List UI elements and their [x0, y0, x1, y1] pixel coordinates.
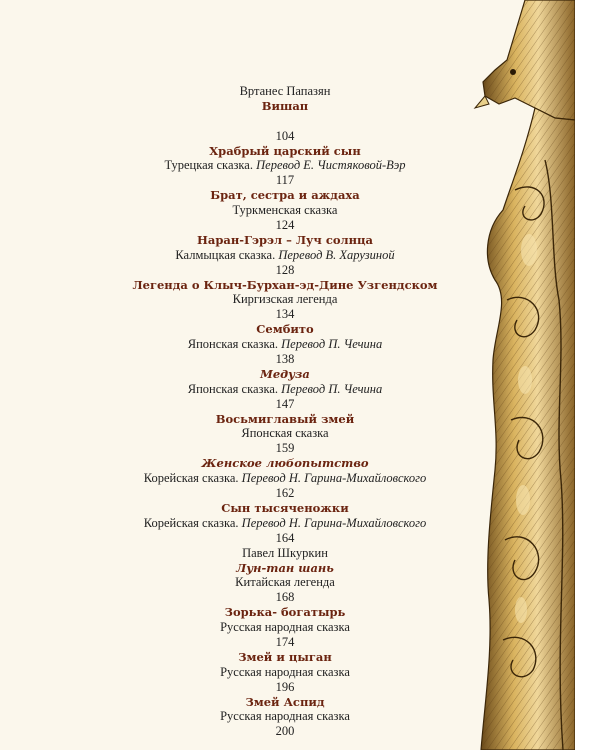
- entry-genre: Русская народная сказка: [220, 709, 350, 724]
- entry-genre: Киргизская легенда: [232, 292, 338, 307]
- entry-title[interactable]: Вишап: [261, 98, 309, 113]
- entry-subtitle: [120, 292, 450, 307]
- entry-page-number: 134: [275, 307, 295, 322]
- entry-page-number: 117: [275, 173, 295, 188]
- toc-entry[interactable]: [120, 188, 450, 233]
- entry-genre: Японская сказка.: [187, 337, 279, 352]
- entry-genre: Китайская легенда: [235, 575, 335, 590]
- toc-entry[interactable]: [120, 233, 450, 278]
- entry-title[interactable]: Брат, сестра и аждаха: [210, 188, 360, 203]
- toc-entry[interactable]: [120, 322, 450, 367]
- toc-entry[interactable]: [120, 144, 450, 189]
- entry-title[interactable]: Лун-тан шань: [236, 560, 334, 575]
- entry-genre: Корейская сказка.: [143, 471, 239, 486]
- page-edge: [575, 0, 600, 750]
- entry-page-number: 200: [275, 724, 295, 739]
- entry-subtitle: [120, 203, 450, 218]
- entry-author: Павел Шкуркин: [242, 545, 328, 560]
- entry-subtitle: [120, 337, 450, 352]
- entry-page-number: 174: [275, 634, 295, 649]
- entry-title[interactable]: Медуза: [260, 366, 310, 381]
- entry-subtitle: [120, 426, 450, 441]
- entry-genre: Русская народная сказка: [220, 620, 350, 635]
- entry-page-number: 124: [275, 218, 295, 233]
- entry-page-number: 147: [275, 396, 295, 411]
- entry-author: Вртанес Папазян: [239, 84, 331, 98]
- entry-subtitle: [120, 575, 450, 590]
- table-of-contents: [120, 84, 450, 739]
- entry-subtitle: [120, 709, 450, 724]
- entry-genre: Русская народная сказка: [220, 664, 350, 679]
- toc-entry[interactable]: [120, 501, 450, 546]
- entry-title[interactable]: Змей Аспид: [245, 694, 325, 709]
- toc-entry[interactable]: [120, 695, 450, 740]
- entry-subtitle: [120, 382, 450, 397]
- entry-translator: Перевод Н. Гарина-Михайловского: [241, 471, 427, 486]
- entry-page-number: 138: [275, 352, 295, 367]
- entry-subtitle: [120, 248, 450, 263]
- toc-entry[interactable]: [120, 84, 450, 144]
- toc-entry[interactable]: [120, 278, 450, 323]
- entry-title[interactable]: Наран-Гэрэл – Луч солнца: [197, 232, 373, 247]
- entry-title[interactable]: Сембито: [256, 322, 314, 337]
- entry-title[interactable]: Сын тысяченожки: [221, 500, 349, 515]
- entry-genre: Японская сказка.: [187, 381, 279, 396]
- entry-translator: Перевод П. Чечина: [281, 381, 383, 396]
- entry-translator: Перевод П. Чечина: [281, 337, 383, 352]
- entry-subtitle: [120, 516, 450, 531]
- entry-title[interactable]: Храбрый царский сын: [209, 143, 361, 158]
- entry-genre: Калмыцкая сказка.: [175, 247, 276, 262]
- entry-subtitle: [120, 665, 450, 680]
- entry-page-number: 104: [275, 128, 295, 143]
- entry-title[interactable]: Восьмиглавый змей: [215, 411, 355, 426]
- toc-entry[interactable]: [120, 367, 450, 412]
- entry-genre: Корейская сказка.: [143, 515, 239, 530]
- entry-translator: Перевод Е. Чистяковой-Вэр: [256, 158, 406, 173]
- entry-subtitle: [120, 114, 450, 129]
- entry-genre: Японская сказка: [241, 426, 329, 441]
- entry-subtitle: [120, 158, 450, 173]
- entry-title[interactable]: Женское любопытство: [201, 456, 369, 471]
- entry-page-number: 162: [275, 486, 295, 501]
- toc-entry[interactable]: [120, 650, 450, 695]
- toc-entry[interactable]: [120, 456, 450, 501]
- entry-translator: Перевод Н. Гарина-Михайловского: [241, 515, 427, 530]
- entry-title[interactable]: Змей и цыган: [238, 649, 332, 664]
- toc-entry[interactable]: [120, 546, 450, 606]
- entry-title[interactable]: Легенда о Клыч-Бурхан-эд-Дине Узгендском: [132, 277, 438, 292]
- entry-subtitle: [120, 620, 450, 635]
- entry-page-number: 168: [275, 590, 295, 605]
- entry-page-number: 159: [275, 441, 295, 456]
- entry-title[interactable]: Зорька- богатырь: [224, 605, 346, 620]
- entry-genre: Турецкая сказка.: [164, 158, 253, 173]
- entry-translator: Перевод В. Харузиной: [278, 247, 395, 262]
- entry-genre: Туркменская сказка: [232, 203, 338, 218]
- entry-page-number: 128: [275, 262, 295, 277]
- dragon-illustration: [455, 0, 575, 750]
- entry-subtitle: [120, 471, 450, 486]
- toc-entry[interactable]: [120, 605, 450, 650]
- entry-page-number: 164: [275, 530, 295, 545]
- entry-page-number: 196: [275, 679, 295, 694]
- toc-entry[interactable]: [120, 412, 450, 457]
